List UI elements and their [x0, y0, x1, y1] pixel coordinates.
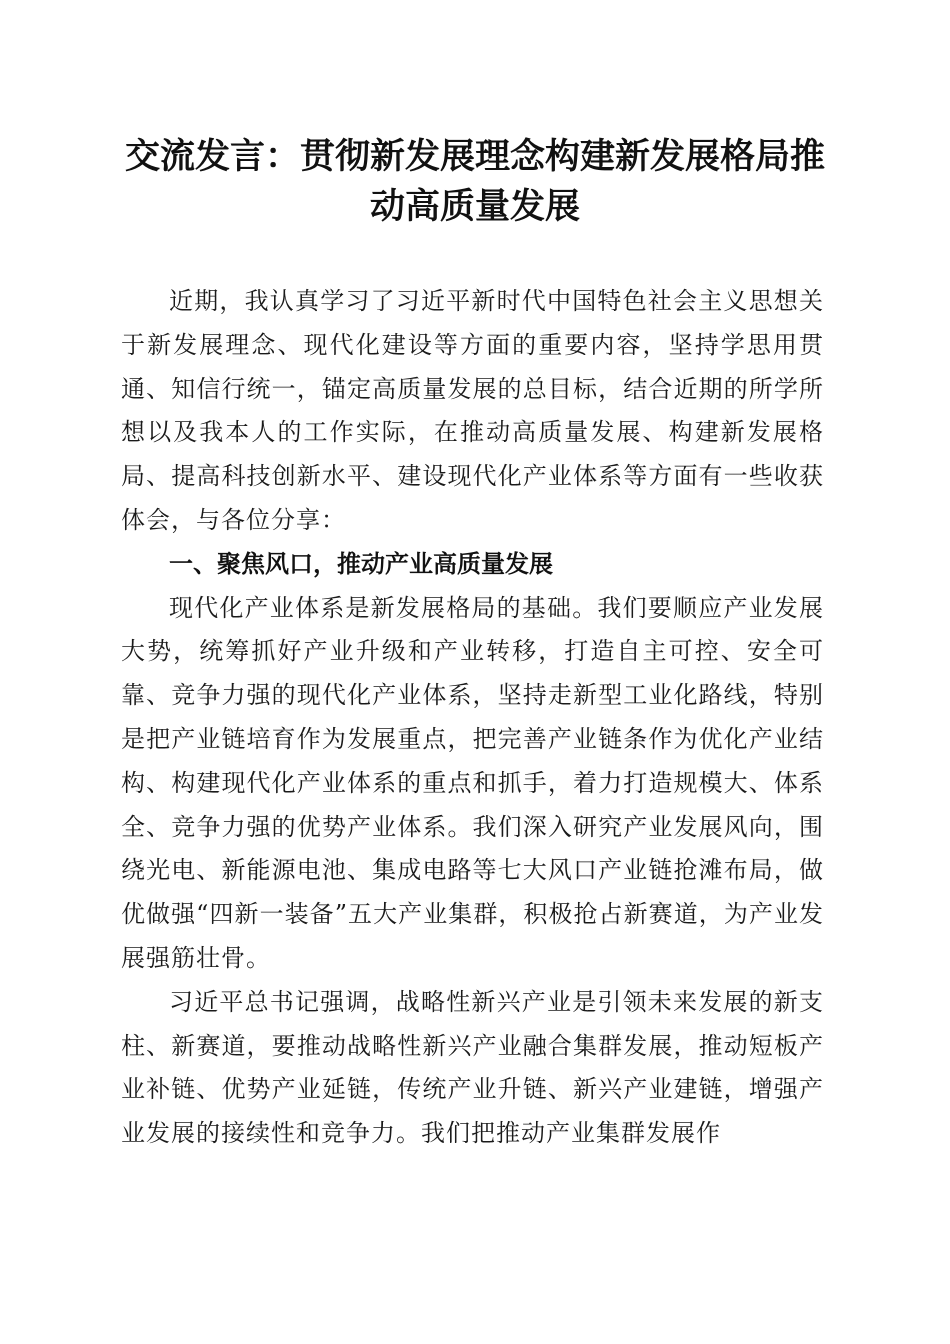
intro-paragraph: 近期，我认真学习了习近平新时代中国特色社会主义思想关于新发展理念、现代化建设等方面的重要内容，坚持学思用贯通、知信行统一，锚定高质量发展的总目标，结合近期的所学所想以及我本人的工作实际，在推动高质量发展、构建新发展格局、提高科技创新水平、建设现代化产业体系等方面有一些收获体会，与各位分享：	[121, 287, 824, 534]
section-heading: 一、聚焦风口，推动产业高质量发展	[169, 549, 553, 578]
document-body	[121, 280, 824, 1156]
document-title: 交流发言：贯彻新发展理念构建新发展格局推动高质量发展	[124, 136, 825, 227]
section-paragraph: 现代化产业体系是新发展格局的基础。我们要顺应产业发展大势，统筹抓好产业升级和产业转移，打造自主可控、安全可靠、竞争力强的现代化产业体系，坚持走新型工业化路线，特别是把产业链培育作为发展重点，把完善产业链条作为优化产业结构、构建现代化产业体系的重点和抓手，着力打造规模大、体系全、竞争力强的优势产业体系。我们深入研究产业发展风向，围绕光电、新能源电池、集成电路等七大风口产业链抢滩布局，做优做强“四新一装备”五大产业集群，积极抢占新赛道，为产业发展强筋壮骨。	[121, 593, 824, 972]
section-paragraph: 习近平总书记强调，战略性新兴产业是引领未来发展的新支柱、新赛道，要推动战略性新兴产业融合集群发展，推动短板产业补链、优势产业延链，传统产业升链、新兴产业建链，增强产业发展的接续性和竞争力。我们把推动产业集群发展作	[121, 987, 824, 1148]
